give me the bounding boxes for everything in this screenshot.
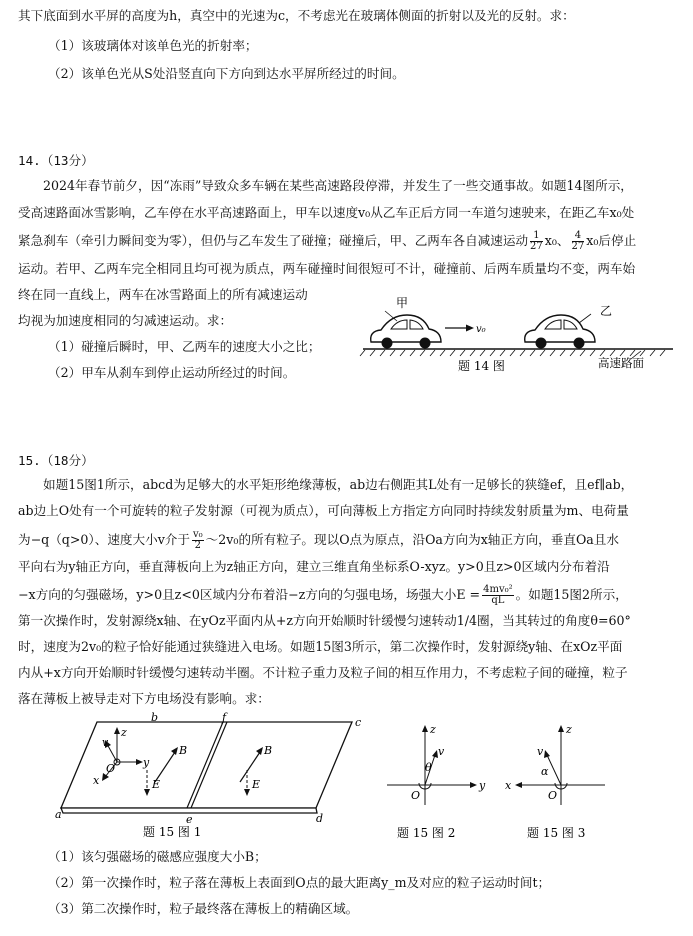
fraction-field-strength: [482, 585, 514, 606]
p14-line-3b: x₀、: [544, 233, 570, 248]
figure-14: [355, 293, 680, 375]
label-b: b: [151, 712, 159, 724]
p14-question-2: （2）甲车从刹车到停止运动所经过的时间。: [48, 365, 296, 380]
label-road: 高速路面: [598, 356, 644, 370]
p14-question-1: （1）碰撞后瞬时，甲、乙两车的速度大小之比；: [48, 339, 321, 354]
p14-line-2: 受高速路面冰雪影响，乙车停在水平高速路面上，甲车以速度v₀从乙车正后方同一车道匀速驶来，在距乙车x₀处: [18, 205, 635, 220]
figure-15-3: [505, 715, 625, 840]
p15-line-9: 落在薄板上被导走对下方电场没有影响。求：: [18, 691, 270, 706]
fig2-label-y: y: [479, 779, 486, 792]
label-a: a: [55, 808, 62, 821]
fig3-label-alpha: α: [541, 765, 549, 778]
fig2-label-v: v: [438, 745, 445, 758]
p15-question-3: （3）第二次操作时，粒子最终落在薄板上的精确区域。: [48, 901, 359, 916]
label-yi: 乙: [600, 304, 613, 318]
fraction-numerator: 4mv₀²: [483, 584, 513, 595]
p14-line-3: [18, 231, 636, 252]
p15-line-4: 平向右为y轴正方向，垂直薄板向上为z轴正方向，建立三维直角坐标系O-xyz。y>0且z>0区域内分布着沿: [18, 559, 610, 574]
intro-question-2: （2）该单色光从S处沿竖直向下方向到达水平屏所经过的时间。: [48, 66, 405, 81]
label-B2: B: [264, 744, 273, 757]
figure-15-2: [385, 715, 500, 840]
p15-line-5: [18, 585, 628, 606]
figure-15-2-caption: 题 15 图 2: [397, 826, 456, 840]
fraction-1-27: [530, 231, 543, 252]
label-x: x: [93, 774, 100, 787]
figure-15-1-caption: 题 15 图 1: [143, 825, 202, 839]
car-yi-icon: [525, 315, 595, 349]
label-O: O: [106, 762, 116, 775]
label-jia: 甲: [396, 296, 409, 310]
p15-line-5a: −x方向的匀强磁场，y>0且z<0区域内分布着沿−z方向的匀强电场，场强大小E =: [18, 587, 481, 602]
label-c: c: [355, 716, 362, 729]
fraction-v0-2: [192, 530, 204, 551]
p15-question-1: （1）该匀强磁场的磁感应强度大小B；: [48, 849, 267, 864]
p15-line-8: 内从+x方向开始顺时针缓慢匀速转动半圈。不计粒子重力及粒子间的相互作用力，不考虑粒子间的碰撞，粒子: [18, 665, 628, 680]
label-y: y: [143, 756, 150, 769]
fig2-label-z: z: [430, 723, 436, 736]
fraction-numerator: 1: [530, 231, 543, 242]
car-jia-icon: [371, 315, 441, 349]
intro-line: 其下底面到水平屏的高度为h，真空中的光速为c，不考虑光在玻璃体侧面的折射以及光的反射。求：: [18, 8, 575, 23]
label-f: f: [222, 712, 227, 724]
fraction-denominator: qL: [491, 595, 505, 606]
fraction-4-27: [572, 231, 585, 252]
label-v: v: [102, 736, 109, 749]
fig2-label-O: O: [411, 789, 421, 802]
fig3-label-O: O: [548, 789, 558, 802]
label-E1: E: [152, 778, 161, 791]
fraction-denominator: 2: [194, 540, 202, 551]
fig2-label-theta: θ: [425, 761, 432, 774]
p14-line-5: 终在同一直线上，两车在冰雪路面上的所有减速运动: [18, 287, 308, 302]
p14-line-3a: 紧急刹车（牵引力瞬间变为零），但仍与乙车发生了碰撞；碰撞后，甲、乙两车各自减速运动: [18, 233, 529, 248]
fraction-denominator: 27: [530, 241, 543, 252]
p15-line-1: 如题15图1所示，abcd为足够大的水平矩形绝缘薄板，ab边右侧距其L处有一足够长的狭缝ef，且ef∥ab，: [43, 477, 634, 492]
label-E2: E: [252, 778, 261, 791]
label-B1: B: [179, 744, 188, 757]
label-d: d: [316, 812, 324, 825]
p15-line-7: 时，速度为2v₀的粒子恰好能通过狭缝进入电场。如题15图3所示，第二次操作时，发射源绕y轴、在xOz平面: [18, 639, 623, 654]
label-v0: v₀: [476, 324, 486, 335]
p15-question-2: （2）第一次操作时，粒子落在薄板上表面到O点的最大距离y_m及对应的粒子运动时间t；: [48, 875, 551, 890]
p14-line-4: 运动。若甲、乙两车完全相同且均可视为质点，两车碰撞时间很短可不计，碰撞前、后两车质量均不变，两车始: [18, 261, 636, 276]
problem-15-header: 15.（18分）: [18, 453, 94, 468]
problem-14-header: 14.（13分）: [18, 153, 94, 168]
p15-line-3a: 为−q（q>0）、速度大小v介于: [18, 532, 190, 547]
fig3-label-x: x: [505, 779, 512, 792]
fig3-label-z: z: [566, 723, 572, 736]
fig3-label-v: v: [537, 745, 544, 758]
figure-15-1: [55, 712, 385, 840]
p14-line-1: 2024年春节前夕，因“冻雨”导致众多车辆在某些高速路段停滞，并发生了一些交通事故。如题14图所示，: [43, 178, 633, 193]
p15-line-3b: ～2v₀的所有粒子。现以O点为原点，沿Oa方向为x轴正方向，垂直Oa且水: [205, 532, 619, 547]
fraction-numerator: 4: [572, 231, 585, 242]
fraction-numerator: v₀: [193, 529, 203, 540]
intro-question-1: （1）该玻璃体对该单色光的折射率；: [48, 38, 258, 53]
p15-line-6: 第一次操作时，发射源绕x轴、在yOz平面内从+z方向开始顺时针缓慢匀速转动1/4圈，当其转过的角度θ=60°: [18, 613, 631, 628]
figure-14-caption: 题 14 图: [458, 359, 505, 373]
figure-15-3-caption: 题 15 图 3: [527, 826, 586, 840]
p15-line-3: [18, 530, 619, 551]
p15-line-5b: 。如题15图2所示，: [515, 587, 628, 602]
label-z: z: [121, 726, 127, 739]
p15-line-2: ab边上O处有一个可旋转的粒子发射源（可视为质点），可向薄板上方指定方向同时持续发射质量为m、电荷量: [18, 503, 629, 518]
label-e: e: [186, 813, 193, 826]
p14-line-3c: x₀后停止: [586, 233, 637, 248]
p14-line-6: 均视为加速度相同的匀减速运动。求：: [18, 313, 233, 328]
fraction-denominator: 27: [571, 241, 585, 252]
